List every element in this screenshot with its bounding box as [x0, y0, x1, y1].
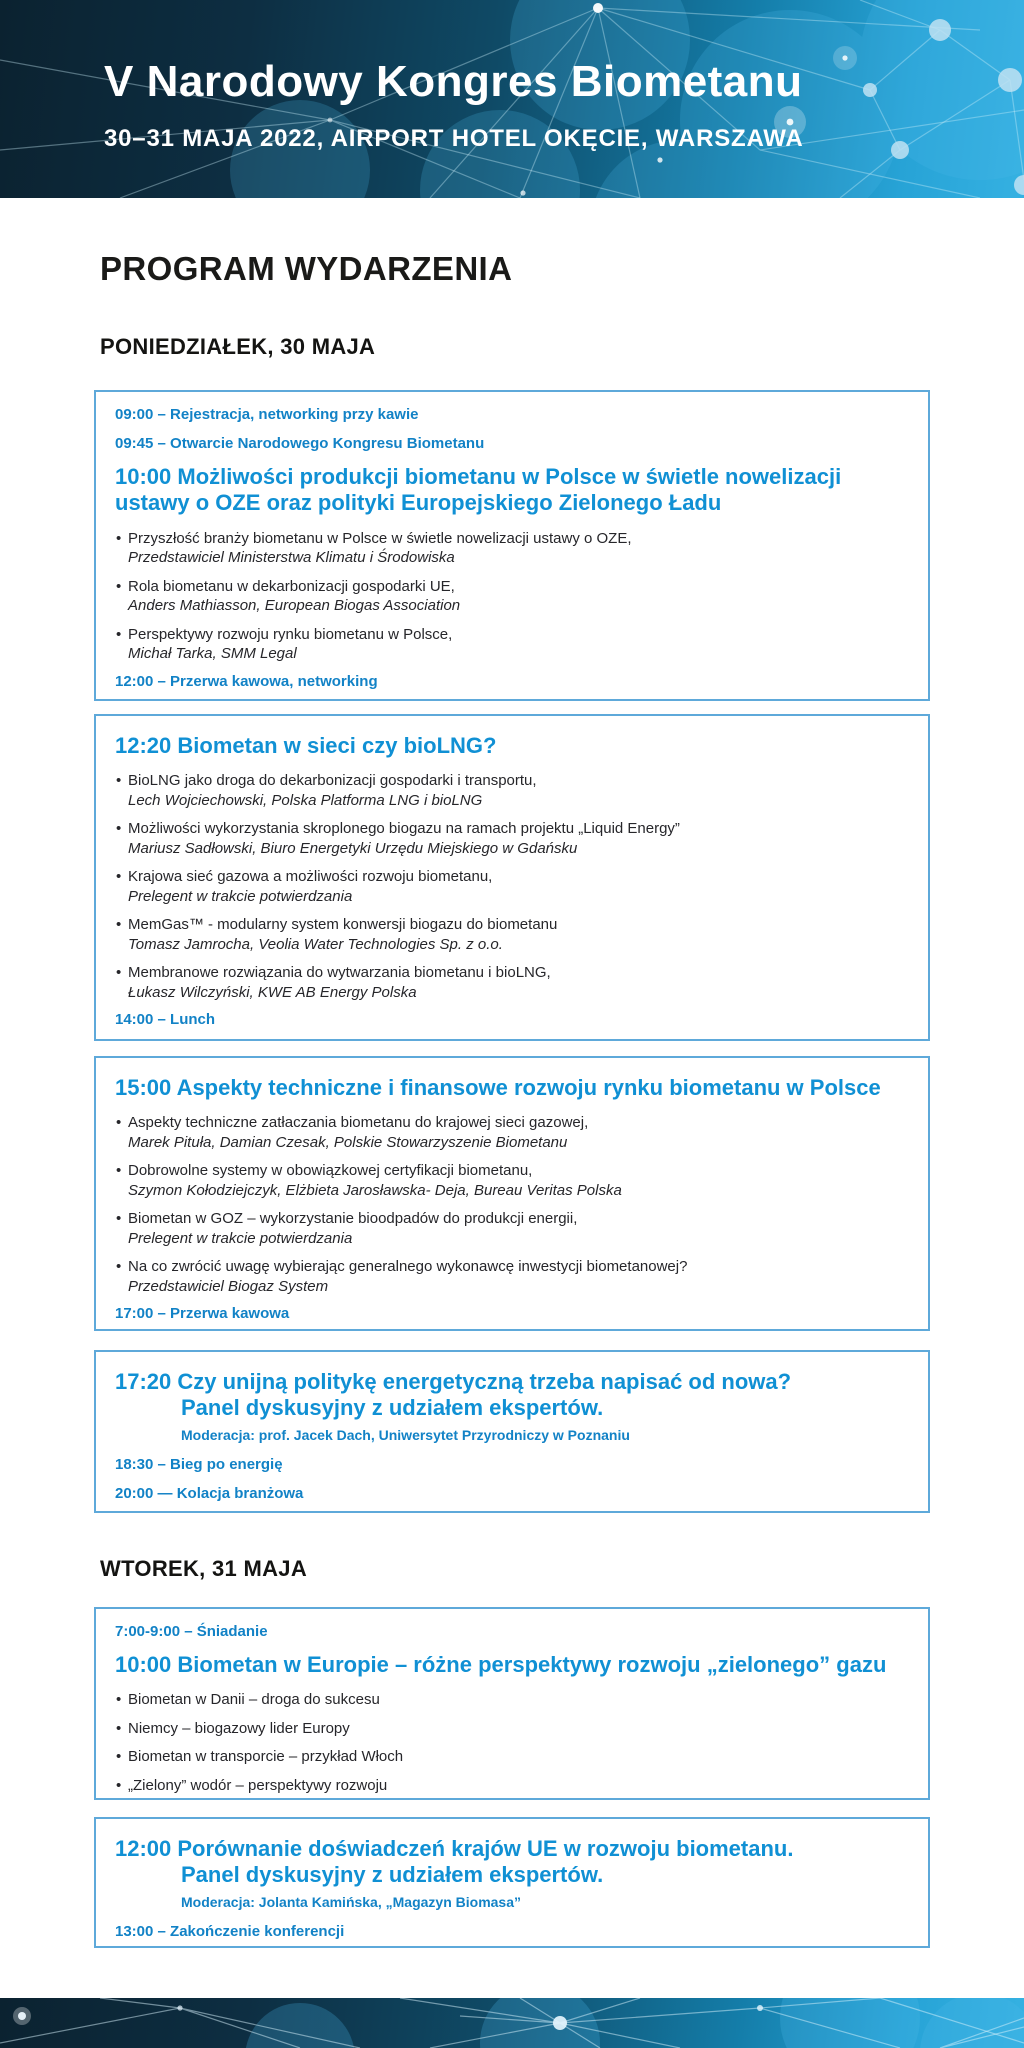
agenda-item-text: Biometan w Danii – droga do sukcesu [128, 1691, 380, 1709]
schedule-time-entry: 14:00 – Lunch [115, 1011, 216, 1029]
agenda-item-text: Możliwości wykorzystania skroplonego biogazu na ramach projektu „Liquid Energy” [128, 820, 680, 838]
moderation-note: Moderacja: Jolanta Kamińska, „Magazyn Biomasa” [181, 1893, 521, 1910]
agenda-item-text: „Zielony” wodór – perspektywy rozwoju [128, 1776, 388, 1794]
speaker-name: Prelegent w trakcie potwierdzania [128, 887, 353, 905]
session-box [94, 390, 930, 701]
agenda-item [115, 1161, 910, 1200]
agenda-item [115, 1690, 910, 1710]
agenda-item [115, 771, 910, 810]
session-title-line: 10:00 Biometan w Europie – różne perspektywy rozwoju „zielonego” gazu [115, 1652, 887, 1677]
session-title-line: 10:00 Możliwości produkcji biometanu w Polsce w świetle nowelizacji [115, 464, 842, 489]
session-title [115, 1075, 910, 1101]
session-box [94, 714, 930, 1041]
session-title-line: 15:00 Aspekty techniczne i finansowe rozwoju rynku biometanu w Polsce [115, 1075, 881, 1100]
speaker-name: Prelegent w trakcie potwierdzania [128, 1229, 353, 1247]
agenda-item [115, 625, 910, 664]
session-title-line: Panel dyskusyjny z udziałem ekspertów. [181, 1395, 604, 1421]
agenda-item [115, 529, 910, 568]
speaker-name: Tomasz Jamrocha, Veolia Water Technologies Sp. z o.o. [128, 935, 503, 953]
session-box [94, 1817, 930, 1948]
schedule-time-entry: 13:00 – Zakończenie konferencji [115, 1922, 345, 1940]
speaker-name: Przedstawiciel Ministerstwa Klimatu i Środowiska [128, 549, 455, 567]
agenda-item [115, 1209, 910, 1248]
agenda-item [115, 1719, 910, 1739]
network-graphic [0, 1998, 1024, 2048]
agenda-item-text: Niemcy – biogazowy lider Europy [128, 1719, 350, 1737]
agenda-item-text: MemGas™ - modularny system konwersji biogazu do biometanu [128, 916, 558, 934]
footer-banner [0, 1998, 1024, 2048]
schedule-time-entry: 18:30 – Bieg po energię [115, 1455, 283, 1473]
agenda-item-text: Dobrowolne systemy w obowiązkowej certyfikacji biometanu, [128, 1162, 533, 1180]
day-heading: WTOREK, 31 MAJA [100, 1556, 308, 1581]
schedule-time-entry: 20:00 — Kolacja branżowa [115, 1484, 304, 1502]
agenda-item [115, 1747, 910, 1767]
agenda-item-text: Rola biometanu w dekarbonizacji gospodarki UE, [128, 577, 455, 595]
schedule-time-entry: 09:00 – Rejestracja, networking przy kawie [115, 406, 419, 423]
speaker-name: Anders Mathiasson, European Biogas Association [128, 597, 461, 615]
agenda-item-text: Membranowe rozwiązania do wytwarzania biometanu i bioLNG, [128, 964, 551, 982]
agenda-item [115, 819, 910, 858]
agenda-item-text: Biometan w transporcie – przykład Włoch [128, 1748, 404, 1766]
page-title: PROGRAM WYDARZENIA [100, 250, 513, 287]
agenda-item [115, 1257, 910, 1296]
session-title-line: 17:20 Czy unijną politykę energetyczną trzeba napisać od nowa? [115, 1369, 792, 1394]
agenda-item-text: Perspektywy rozwoju rynku biometanu w Polsce, [128, 625, 453, 643]
session-title-line: 12:20 Biometan w sieci czy bioLNG? [115, 733, 497, 758]
session-box [94, 1607, 930, 1800]
event-title: V Narodowy Kongres Biometanu [104, 57, 803, 106]
schedule-time-entry: 09:45 – Otwarcie Narodowego Kongresu Biometanu [115, 435, 485, 452]
event-date-location: 30–31 MAJA 2022, AIRPORT HOTEL OKĘCIE, WARSZAWA [104, 125, 804, 152]
session-title-line: Panel dyskusyjny z udziałem ekspertów. [181, 1862, 604, 1888]
session-title [115, 464, 910, 517]
session-title [115, 1369, 910, 1422]
session-title-line: ustawy o OZE oraz polityki Europejskiego Zielonego Ładu [115, 490, 722, 516]
agenda-item [115, 867, 910, 906]
agenda-item [115, 963, 910, 1002]
schedule-time-entry: 12:00 – Przerwa kawowa, networking [115, 672, 378, 690]
speaker-name: Lech Wojciechowski, Polska Platforma LNG i bioLNG [128, 791, 483, 809]
agenda-item [115, 1113, 910, 1152]
session-box [94, 1056, 930, 1331]
session-title [115, 1836, 910, 1889]
session-title [115, 1652, 910, 1678]
schedule-time-entry: 7:00-9:00 – Śniadanie [115, 1623, 268, 1640]
agenda-item-text: Na co zwrócić uwagę wybierając generalnego wykonawcę inwestycji biometanowej? [128, 1258, 688, 1276]
session-title-line: 12:00 Porównanie doświadczeń krajów UE w rozwoju biometanu. [115, 1836, 794, 1861]
session-title [115, 733, 910, 759]
header-banner [0, 0, 1024, 198]
moderation-note: Moderacja: prof. Jacek Dach, Uniwersytet Przyrodniczy w Poznaniu [181, 1426, 630, 1443]
agenda-item-text: Aspekty techniczne zatłaczania biometanu do krajowej sieci gazowej, [128, 1114, 589, 1132]
speaker-name: Michał Tarka, SMM Legal [128, 645, 297, 663]
session-box [94, 1350, 930, 1513]
day-heading: PONIEDZIAŁEK, 30 MAJA [100, 334, 376, 359]
agenda-item-text: Przyszłość branży biometanu w Polsce w świetle nowelizacji ustawy o OZE, [128, 529, 632, 547]
speaker-name: Łukasz Wilczyński, KWE AB Energy Polska [128, 983, 417, 1001]
agenda-item [115, 577, 910, 616]
agenda-item [115, 1776, 910, 1796]
agenda-item [115, 915, 910, 954]
speaker-name: Mariusz Sadłowski, Biuro Energetyki Urzędu Miejskiego w Gdańsku [128, 839, 578, 857]
speaker-name: Szymon Kołodziejczyk, Elżbieta Jarosławska- Deja, Bureau Veritas Polska [128, 1181, 622, 1199]
agenda-item-text: BioLNG jako droga do dekarbonizacji gospodarki i transportu, [128, 772, 537, 790]
schedule-time-entry: 17:00 – Przerwa kawowa [115, 1305, 290, 1323]
speaker-name: Marek Pituła, Damian Czesak, Polskie Stowarzyszenie Biometanu [128, 1133, 568, 1151]
speaker-name: Przedstawiciel Biogaz System [128, 1277, 329, 1295]
agenda-item-text: Krajowa sieć gazowa a możliwości rozwoju biometanu, [128, 868, 493, 886]
agenda-item-text: Biometan w GOZ – wykorzystanie bioodpadów do produkcji energii, [128, 1210, 578, 1228]
